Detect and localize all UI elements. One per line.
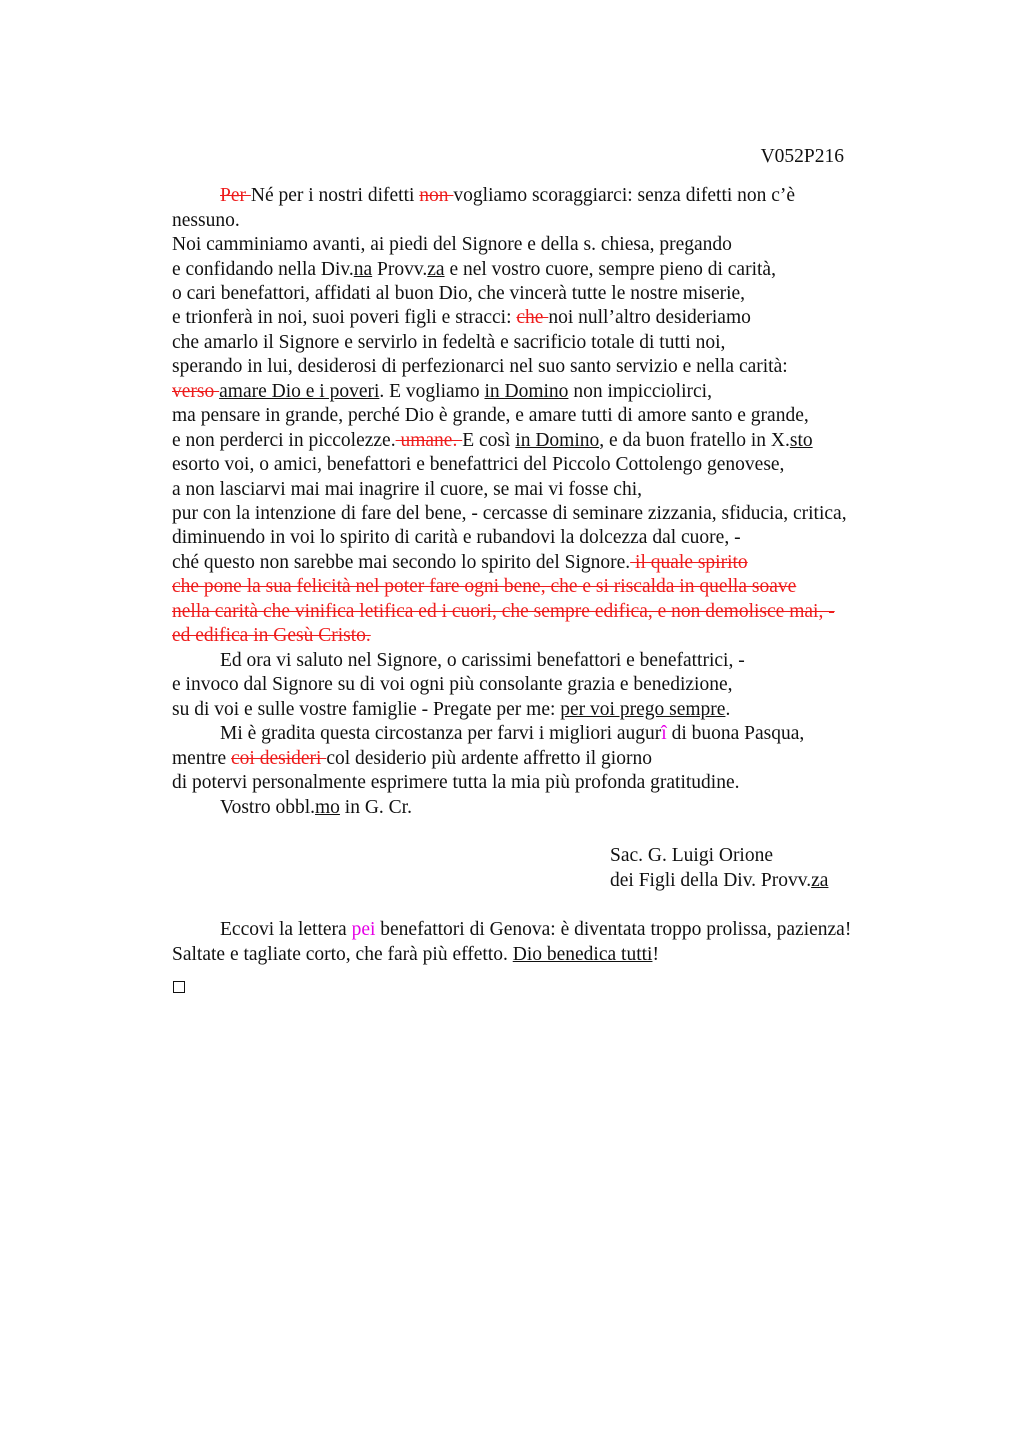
- text-run: Sac. G. Luigi Orione: [610, 845, 774, 866]
- text-line: [172, 624, 371, 648]
- deleted-text: Per: [220, 185, 251, 206]
- text-run: e trionferà in noi, suoi poveri figli e stracci:: [172, 307, 517, 328]
- deleted-text: non: [419, 185, 454, 206]
- text-run: e invoco dal Signore su di voi ogni più consolante grazia e benedizione,: [172, 674, 733, 695]
- underlined-text: Dio benedica tutti: [512, 944, 653, 965]
- text-line: [172, 551, 748, 575]
- text-run: E così: [462, 430, 516, 451]
- text-run: ma pensare in grande, perché Dio è grande, e amare tutti di amore santo e grande,: [172, 405, 809, 426]
- text-run: col desiderio più ardente affretto il giorno: [326, 748, 652, 769]
- text-line: [172, 209, 240, 233]
- underlined-text: amare Dio e i poveri: [219, 381, 380, 402]
- text-run: che amarlo il Signore e servirlo in fedeltà e sacrificio totale di tutti noi,: [172, 332, 726, 353]
- deleted-text: il quale spirito: [630, 552, 748, 573]
- text-run: Vostro obbl.: [220, 797, 315, 818]
- text-line: [172, 453, 784, 477]
- text-run: vogliamo scoraggiarci: senza difetti non c’è: [453, 185, 796, 206]
- underlined-text: na: [353, 259, 373, 280]
- underlined-text: za: [811, 870, 829, 891]
- deleted-text: ed edifica in Gesù Cristo.: [172, 625, 371, 646]
- text-run: ché questo non sarebbe mai secondo lo spirito del Signore.: [172, 552, 631, 573]
- text-line: [172, 355, 788, 379]
- inserted-text: î: [661, 723, 667, 744]
- text-run: su di voi e sulle vostre famiglie - Pregate per me:: [172, 699, 561, 720]
- deleted-text: nella carità che vinifica letifica ed i cuori, che sempre edifica, e non demolisce mai, -: [172, 601, 835, 622]
- text-run: noi null’altro desideriamo: [548, 307, 751, 328]
- text-line: [172, 258, 776, 282]
- deleted-text: verso: [172, 381, 220, 402]
- text-run: di potervi personalmente esprimere tutta la mia più profonda gratitudine.: [172, 772, 740, 793]
- text-line: [172, 331, 725, 355]
- text-line: [172, 502, 847, 526]
- inserted-text: pei: [351, 919, 376, 940]
- text-run: , e da buon fratello in X.: [599, 430, 790, 451]
- text-run: benefattori di Genova: è diventata troppo prolissa, pazienza!: [375, 919, 852, 940]
- text-run: .: [725, 699, 731, 720]
- text-line: [172, 698, 730, 722]
- text-run: o cari benefattori, affidati al buon Dio, che vincerà tutte le nostre miserie,: [172, 283, 746, 304]
- underlined-text: mo: [315, 797, 340, 818]
- text-line: [220, 184, 795, 208]
- underlined-text: per voi prego sempre: [560, 699, 726, 720]
- text-line: [172, 943, 659, 967]
- text-line: [610, 844, 773, 868]
- text-run: Ed ora vi saluto nel Signore, o carissimi benefattori e benefattrici, -: [220, 650, 745, 671]
- text-line: [220, 796, 412, 820]
- underlined-text: in Domino: [515, 430, 600, 451]
- deleted-text: che pone la sua felicità nel poter fare ogni bene, che e si riscalda in quella soave: [172, 576, 797, 597]
- text-line: [220, 918, 851, 942]
- text-line: [220, 649, 745, 673]
- text-line: [172, 771, 740, 795]
- text-run: Eccovi la lettera: [220, 919, 352, 940]
- text-run: esorto voi, o amici, benefattori e benefattrici del Piccolo Cottolengo genovese,: [172, 454, 785, 475]
- text-run: sperando in lui, desiderosi di perfezionarci nel suo santo servizio e nella carità:: [172, 356, 788, 377]
- text-line: [610, 869, 828, 893]
- text-run: di buona Pasqua,: [666, 723, 805, 744]
- end-marker-box: [173, 981, 185, 993]
- text-line: [172, 478, 642, 502]
- text-run: Provv.: [372, 259, 428, 280]
- text-run: e nel vostro cuore, sempre pieno di carità,: [444, 259, 776, 280]
- deleted-text: umane.: [395, 430, 463, 451]
- underlined-text: za: [427, 259, 445, 280]
- text-run: mentre: [172, 748, 232, 769]
- deleted-text: che: [516, 307, 549, 328]
- text-line: [172, 526, 741, 550]
- text-run: diminuendo in voi lo spirito di carità e rubandovi la dolcezza dal cuore, -: [172, 527, 741, 548]
- text-run: a non lasciarvi mai mai inagrire il cuore, se mai vi fosse chi,: [172, 479, 643, 500]
- text-line: [172, 306, 751, 330]
- text-line: [220, 722, 804, 746]
- text-run: Né per i nostri difetti: [250, 185, 420, 206]
- text-line: [172, 404, 809, 428]
- text-line: [172, 575, 796, 599]
- text-line: [172, 600, 835, 624]
- text-line: [172, 282, 745, 306]
- text-run: nessuno.: [172, 210, 240, 231]
- text-run: in G. Cr.: [339, 797, 412, 818]
- text-line: [172, 429, 813, 453]
- text-run: dei Figli della Div. Provv.: [610, 870, 812, 891]
- text-run: . E vogliamo: [379, 381, 485, 402]
- page-id: V052P216: [760, 146, 844, 167]
- text-run: Mi è gradita questa circostanza per farvi i migliori augur: [220, 723, 662, 744]
- text-run: non impicciolirci,: [568, 381, 712, 402]
- text-run: e confidando nella Div.: [172, 259, 354, 280]
- text-run: e non perderci in piccolezze.: [172, 430, 396, 451]
- text-run: Saltate e tagliate corto, che farà più effetto.: [172, 944, 513, 965]
- text-run: Noi camminiamo avanti, ai piedi del Signore e della s. chiesa, pregando: [172, 234, 732, 255]
- underlined-text: sto: [789, 430, 813, 451]
- text-line: [172, 747, 652, 771]
- text-run: !: [652, 944, 659, 965]
- deleted-text: coi desideri: [231, 748, 327, 769]
- text-line: [172, 673, 732, 697]
- text-line: [172, 233, 732, 257]
- text-run: pur con la intenzione di fare del bene, - cercasse di seminare zizzania, sfiducia, critica,: [172, 503, 847, 524]
- text-line: [172, 380, 712, 404]
- underlined-text: in Domino: [484, 381, 569, 402]
